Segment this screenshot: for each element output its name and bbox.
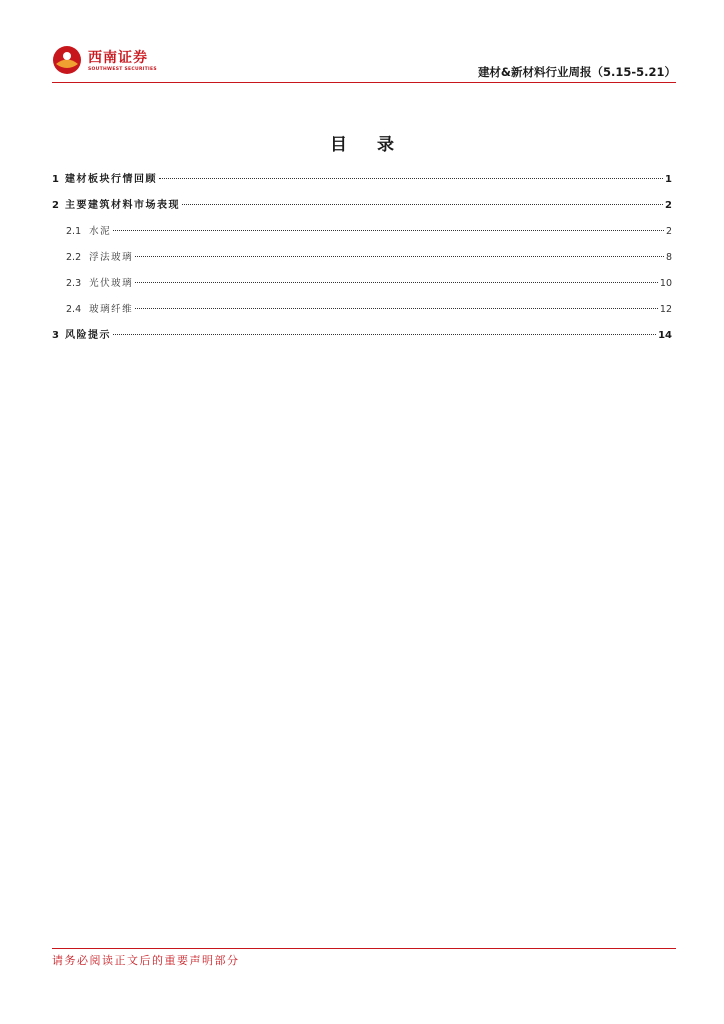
toc-subentry[interactable]: [52, 250, 672, 276]
toc-entry-page: 10: [659, 278, 672, 289]
toc-subentry[interactable]: [52, 276, 672, 302]
toc-entry[interactable]: [52, 198, 672, 224]
toc-entry-number: 2: [52, 200, 59, 211]
toc-entry-page: 8: [665, 252, 672, 263]
toc-entry-label: 主要建筑材料市场表现: [64, 200, 180, 211]
disclaimer-note: 请务必阅读正文后的重要声明部分: [52, 954, 240, 967]
toc-dot-leader: [113, 230, 664, 231]
toc-dot-leader: [113, 334, 656, 335]
toc-entry-number: 2.2: [66, 252, 82, 263]
toc-entry-number: 1: [52, 174, 59, 185]
toc-dot-leader: [159, 178, 663, 179]
toc-entry-page: 2: [665, 200, 672, 211]
toc-entry-page: 2: [665, 226, 672, 237]
page-header: [52, 40, 676, 84]
toc-dot-leader: [135, 282, 658, 283]
logo-chinese-name: 西南证券: [88, 50, 148, 66]
toc-entry-page: 12: [659, 304, 672, 315]
header-divider: [52, 82, 676, 83]
toc-entry-number: 2.3: [66, 278, 82, 289]
toc-entry-page: 14: [658, 330, 672, 341]
toc-entry-label: 建材板块行情回顾: [64, 174, 157, 185]
toc-entry-number: 2.1: [66, 226, 82, 237]
toc-heading: 目 录: [330, 135, 406, 155]
report-title: 建材&新材料行业周报（5.15-5.21）: [477, 65, 676, 79]
toc-entry-label: 光伏玻璃: [89, 278, 134, 289]
toc-subentry[interactable]: [52, 302, 672, 328]
toc-subentry[interactable]: [52, 224, 672, 250]
toc-entry-label: 玻璃纤维: [89, 304, 134, 315]
footer-divider: [52, 948, 676, 949]
toc-entry-label: 浮法玻璃: [89, 252, 134, 263]
company-logo: [52, 44, 172, 78]
toc-entry-label: 水泥: [89, 226, 112, 237]
toc-entry-number: 3: [52, 330, 59, 341]
toc-entry-number: 2.4: [66, 304, 82, 315]
table-of-contents: [52, 172, 672, 354]
toc-entry[interactable]: [52, 328, 672, 354]
toc-dot-leader: [135, 256, 664, 257]
toc-entry-page: 1: [665, 174, 672, 185]
toc-entry-label: 风险提示: [64, 330, 111, 341]
toc-dot-leader: [135, 308, 658, 309]
logo-mark-icon: [52, 45, 82, 75]
toc-dot-leader: [182, 204, 663, 205]
logo-english-name: SOUTHWEST SECURITIES: [88, 67, 157, 72]
toc-entry[interactable]: [52, 172, 672, 198]
